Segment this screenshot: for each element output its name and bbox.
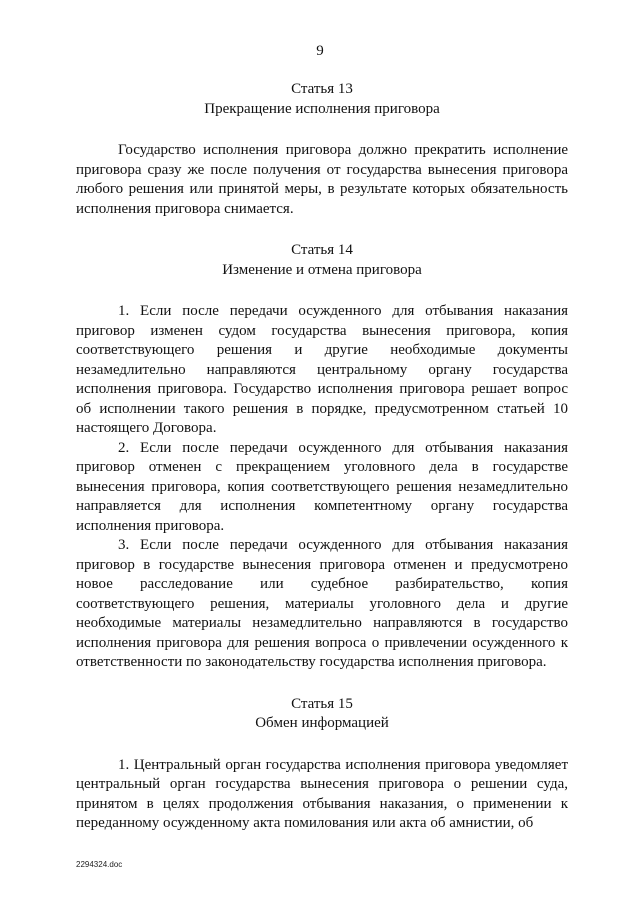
article-heading: Статья 13 [291,81,353,97]
article-paragraph: Государство исполнения приговора должно прекратить исполнение приговора сразу же после получения от государства вынесения приговора любого решения или принятой меры, в результате которых обязательность исполнения приговора снимается. [76,142,568,217]
article-paragraph: 1. Центральный орган государства исполнения приговора уведомляет центральный орган государства вынесения приговора о решении суда, принятом в целях продолжения отбывания наказания, о применении к переданному осужденному акта помилования или акта об амнистии, об [76,756,568,831]
article-15 [76,695,568,834]
article-title: Изменение и отмена приговора [222,261,422,278]
article-title: Прекращение исполнения приговора [204,100,440,117]
article-heading: Статья 15 [291,695,353,712]
article-heading: Статья 14 [291,242,353,258]
article-title: Обмен информацией [255,715,389,731]
article-paragraph: 1. Если после передачи осужденного для отбывания наказания приговор изменен судом государства вынесения приговора, копия соответствующего решения и другие необходимые документы незамедлительно направляются центральному органу государства исполнения приговора. Государство исполнения приговора решает вопрос об исполнении такого решения в порядке, предусмотренном статьей 10 настоящего Договора. [76,303,568,436]
document-body [76,80,568,834]
article-13 [76,80,568,219]
article-14 [76,241,568,673]
file-name-footer: 2294324.doc [76,860,123,869]
page-number: 9 [316,43,324,59]
article-paragraph: 2. Если после передачи осужденного для отбывания наказания приговор отменен с прекращением уголовного дела в государстве вынесения приговора, копия соответствующего решения незамедлительно направляется для исполнения компетентному органу государства исполнения приговора. [76,439,568,534]
article-paragraph: 3. Если после передачи осужденного для отбывания наказания приговор в государстве вынесения приговора отменен и предусмотрено новое расследование или судебное разбирательство, копия соответствующего решения, материалы уголовного дела и другие необходимые материалы незамедлительно направляются в государство исполнения приговора для решения вопроса о привлечении осужденного к ответственности по законодательству государства исполнения приговора. [76,537,568,670]
